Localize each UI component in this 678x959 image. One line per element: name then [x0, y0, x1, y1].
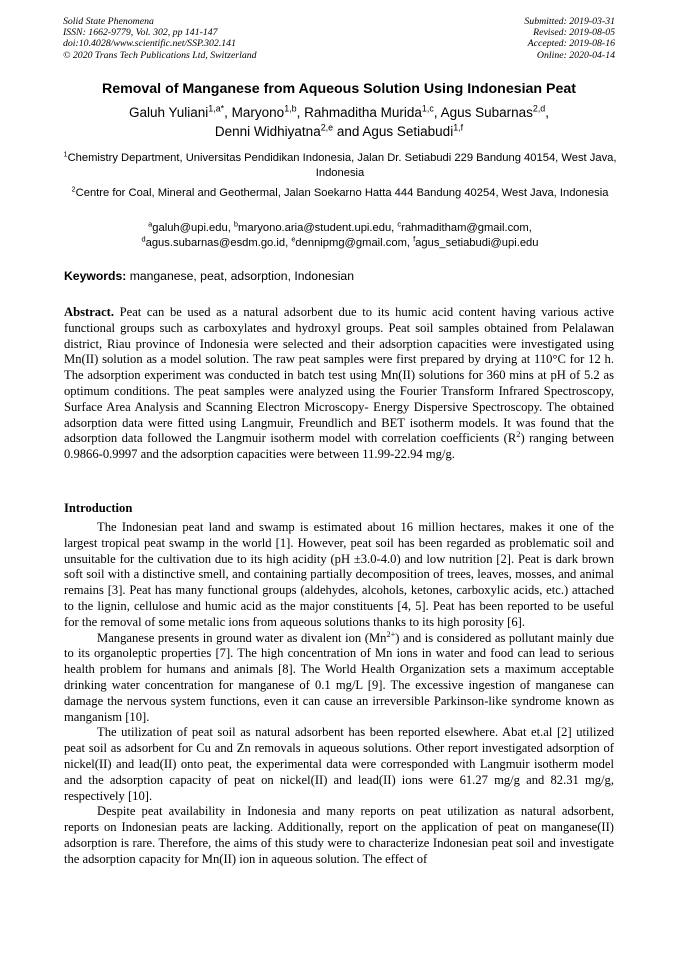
keywords-label: Keywords:	[64, 269, 127, 283]
intro-paragraph-4: Despite peat availability in Indonesia and many reports on peat utilization as natural adsorbent, reports on Indonesian peats are lacking. Additionally, report on the application of peat on manganese(II) adsorption is rare. Therefore, the aims of this study were to characterize Indonesian peat soil and investigate the adsorption capacity for Mn(II) ion in aqueous solution. The effect of	[64, 804, 614, 866]
intro-paragraph-3: The utilization of peat soil as natural adsorbent has been reported elsewhere. Abat et.al [2] utilized peat soil as adsorbent for Cu and Zn removals in aqueous solutions. Other report investigated adsorption of nickel(II) and lead(II) onto peat, the experimental data were corresponded with Langmuir isotherm model and the adsorption capacity of peat on nickel(II) and lead(II) ions were 61.27 mg/g and 82.31 mg/g, respectively [10].	[64, 725, 614, 803]
email-link[interactable]: $^b$maryono.aria@student.upi.edu,	[233, 219, 398, 234]
introduction-heading: Introduction	[64, 501, 133, 515]
journal-name: Solid State Phenomena	[63, 16, 154, 27]
revised-date: Revised: 2019-08-05	[533, 27, 615, 39]
affiliation-1: $^1$Chemistry Department, Universitas Pendidikan Indonesia, Jalan Dr. Setiabudi 229 Bandung 40154, West Java, Indonesia	[63, 149, 617, 179]
author: Rahmaditha Murida$^{1,c}$,	[304, 103, 441, 120]
paper-title: Removal of Manganese from Aqueous Solution Using Indonesian Peat	[101, 81, 577, 97]
abstract-section	[64, 305, 614, 463]
author: Agus Setiabudi$^{1,f}$	[362, 122, 464, 139]
submission-dates	[524, 16, 615, 61]
accepted-date: Accepted: 2019-08-16	[527, 38, 615, 50]
email-link[interactable]: $^e$dennipmg@gmail.com,	[291, 234, 414, 249]
introduction-section	[64, 520, 614, 868]
affiliation-2: $^2$Centre for Coal, Mineral and Geothermal, Jalan Soekarno Hatta 444 Bandung 40254, West Java, Indonesia	[71, 184, 609, 199]
doi-line: doi:10.4028/www.scientific.net/SSP.302.141	[63, 38, 236, 50]
email-link[interactable]: $^a$galuh@upi.edu,	[148, 219, 234, 234]
journal-info	[63, 16, 257, 61]
author-list	[40, 103, 638, 141]
online-date: Online: 2020-04-14	[536, 49, 615, 61]
submitted-date: Submitted: 2019-03-31	[524, 16, 615, 27]
keywords-text: manganese, peat, adsorption, Indonesian	[126, 269, 354, 283]
intro-paragraph-2: Manganese presents in ground water as divalent ion $(Mn^{2+})$ and is considered as pollutant mainly due to its organoleptic properties [7]. The high concentration of Mn ions in water and food can lead to serious health problem for humans and animals [8]. The World Health Organization sets a maximum acceptable drinking water concentration for manganese of 0.1 mg/L [9]. The excessive ingestion of manganese can damage the nervous system functions, even it can cause an irreversible Parkinson-like syndrome known as manganism [10].	[64, 629, 614, 724]
issn-line: ISSN: 1662-9779, Vol. 302, pp 141-147	[63, 27, 218, 39]
author: Maryono$^{1,b}$,	[231, 103, 305, 120]
email-link[interactable]: $^c$rahmaditham@gmail.com,	[397, 219, 532, 234]
email-list	[60, 221, 620, 251]
copyright-line: © 2020 Trans Tech Publications Ltd, Switzerland	[63, 49, 257, 61]
intro-paragraph-1: The Indonesian peat land and swamp is estimated about 16 million hectares, makes it one of the largest tropical peat swamp in the world [1]. However, peat soil has been regarded as problematic soil and unsuitable for the cultivation due to its high acidity (pH ±3.0-4.0) and low nutrition [2]. Peat is dark brown soft soil with a distinctive smell, and containing partially decomposition of trees, leaves, mosses, and animal remains [3]. Peat has many functional groups (aldehydes, alcohols, ketones, carboxylic acids, etc.) attached to the lignin, cellulose and humic acid as the major constituents [4, 5]. Peat has been reported to be useful for the removal of some metalic ions from aqueous solutions thanks to its high porosity [6].	[64, 520, 614, 629]
abstract-label: Abstract.	[64, 305, 115, 319]
author: Denni Widhiyatna$^{2,e}$ and	[214, 122, 363, 139]
author: Galuh Yuliani$^{1,a*}$,	[128, 103, 232, 120]
abstract-paragraph: Abstract. Peat can be used as a natural adsorbent due to its humic acid content having various active functional groups such as carboxylates and hydroxyl groups. Peat soil samples obtained from Pelalawan district, Riau province of Indonesia were selected and their adsorption capacities were investigated using Mn(II) solution as a model solution. The raw peat samples were first prepared by drying at 110°C for 12 h. The adsorption experiment was conducted in batch test using Mn(II) solutions for 360 mins at pH of 5.2 as optimum conditions. The peat samples were analyzed using the Fourier Transform Infrared Spectroscopy, Surface Area Analysis and Scanning Electron Microscopy- Energy Dispersive Spectroscopy. The obtained adsorption data were fitted using Langmuir, Freundlich and BET isotherm models. It was found that the adsorption data followed the Langmuir isotherm model with correlation coefficients $(R^2)$ ranging between 0.9866-0.9997 and the adsorption capacities were between 11.99-22.94 mg/g.	[64, 305, 615, 462]
email-link[interactable]: $^d$agus.subarnas@esdm.go.id,	[141, 234, 292, 249]
author: Agus Subarnas$^{2,d}$,	[440, 103, 550, 120]
keywords-line	[64, 269, 354, 284]
email-link[interactable]: $^f$agus_setiabudi@upi.edu	[413, 234, 539, 249]
